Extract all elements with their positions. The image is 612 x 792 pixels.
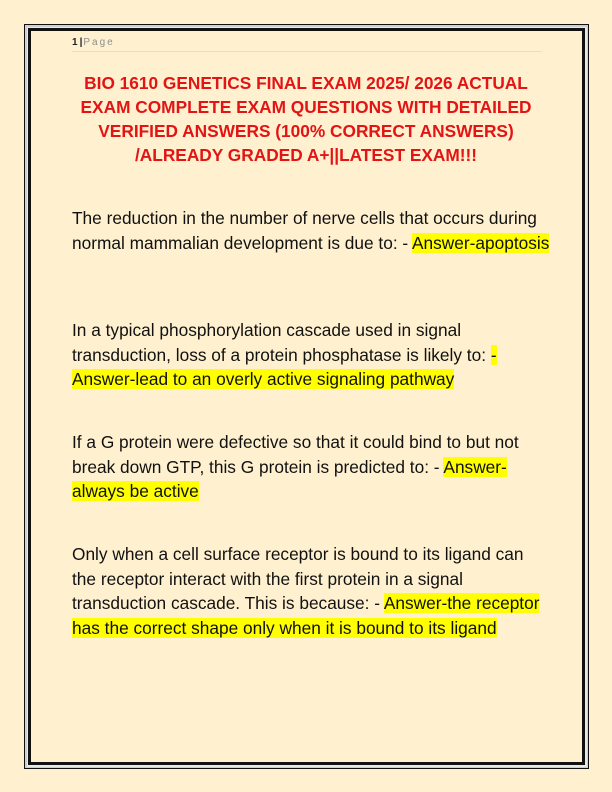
question-block: [72, 318, 552, 392]
question-text: The reduction in the number of nerve cells that occurs during normal mammalian development is due to: -: [72, 208, 537, 253]
question-block: [72, 430, 552, 504]
answer-highlight: Answer-the receptor has the correct shape only when it is bound to its ligand: [72, 593, 540, 638]
answer-highlight: - Answer-lead to an overly active signaling pathway: [72, 344, 497, 389]
question-text: In a typical phosphorylation cascade used in signal transduction, loss of a protein phosphatase is likely to:: [72, 320, 491, 365]
page-number: 1: [72, 37, 78, 48]
question-text: Only when a cell surface receptor is bound to its ligand can the receptor interact with the first protein in a signal transduction cascade. This is because: -: [72, 544, 524, 613]
question-text: If a G protein were defective so that it could bind to but not break down GTP, this G protein is predicted to: -: [72, 432, 519, 477]
document-title: BIO 1610 GENETICS FINAL EXAM 2025/ 2026 ACTUAL EXAM COMPLETE EXAM QUESTIONS WITH DETAILED VERIFIED ANSWERS (100% CORRECT ANSWERS) /ALREADY GRADED A+||LATEST EXAM!!!: [80, 73, 532, 165]
page-header-separator: |: [79, 37, 83, 48]
answer-highlight: Answer-always be active: [72, 456, 507, 501]
page-word: Page: [83, 37, 115, 48]
question-block: [72, 206, 552, 255]
question-block: [72, 542, 552, 640]
page-header: [72, 36, 542, 52]
answer-highlight: Answer-apoptosis: [412, 232, 550, 253]
